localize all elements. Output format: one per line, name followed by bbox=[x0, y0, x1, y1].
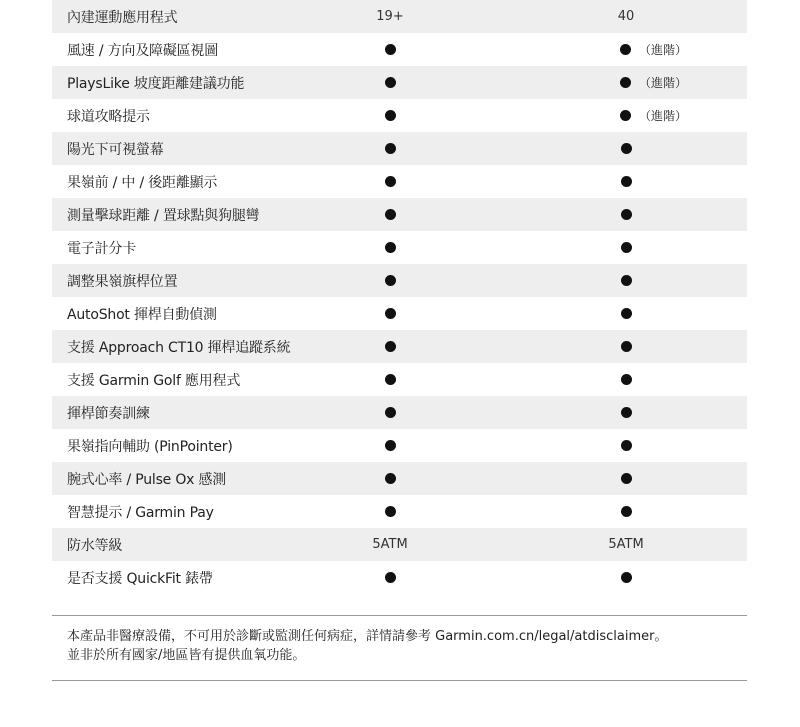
cell-model-1 bbox=[370, 297, 410, 330]
check-dot-icon bbox=[385, 341, 396, 352]
check-dot-icon bbox=[385, 275, 396, 286]
table-row bbox=[52, 396, 747, 429]
cell-model-1 bbox=[370, 33, 410, 66]
feature-label: 揮桿節奏訓練 bbox=[67, 405, 150, 422]
check-dot-icon bbox=[621, 209, 632, 220]
check-dot-icon bbox=[621, 143, 632, 154]
cell-model-2 bbox=[606, 66, 740, 99]
cell-model-1 bbox=[370, 363, 410, 396]
check-dot-icon bbox=[621, 341, 632, 352]
check-dot-icon bbox=[385, 473, 396, 484]
feature-label: 防水等級 bbox=[67, 537, 123, 554]
cell-value: 19+ bbox=[376, 9, 404, 24]
cell-model-2 bbox=[606, 231, 646, 264]
check-dot-icon bbox=[385, 374, 396, 385]
cell-model-1 bbox=[370, 528, 410, 561]
cell-model-2 bbox=[606, 462, 646, 495]
check-dot-icon bbox=[385, 440, 396, 451]
table-row bbox=[52, 33, 747, 66]
table-row bbox=[52, 495, 747, 528]
check-dot-icon bbox=[385, 572, 396, 583]
table-row bbox=[52, 66, 747, 99]
check-dot-icon bbox=[621, 506, 632, 517]
cell-model-2 bbox=[606, 132, 646, 165]
cell-model-2 bbox=[606, 99, 740, 132]
table-row bbox=[52, 231, 747, 264]
check-dot-icon bbox=[621, 275, 632, 286]
feature-label: 電子計分卡 bbox=[67, 240, 136, 257]
check-dot-icon bbox=[385, 308, 396, 319]
cell-model-2 bbox=[606, 297, 646, 330]
check-dot-icon bbox=[620, 77, 631, 88]
table-row bbox=[52, 264, 747, 297]
advanced-note: （進階） bbox=[639, 109, 688, 123]
feature-label: 腕式心率 / Pulse Ox 感測 bbox=[67, 471, 227, 488]
table-row bbox=[52, 0, 747, 33]
feature-comparison-table bbox=[52, 0, 747, 594]
cell-model-1 bbox=[370, 462, 410, 495]
table-row bbox=[52, 528, 747, 561]
check-dot-icon bbox=[385, 407, 396, 418]
cell-model-2 bbox=[606, 561, 646, 594]
check-dot-icon bbox=[385, 176, 396, 187]
table-row bbox=[52, 165, 747, 198]
cell-model-1 bbox=[370, 561, 410, 594]
feature-label: 球道攻略提示 bbox=[67, 108, 150, 125]
table-row bbox=[52, 330, 747, 363]
cell-model-1 bbox=[370, 198, 410, 231]
table-row bbox=[52, 363, 747, 396]
feature-label: 支援 Garmin Golf 應用程式 bbox=[67, 372, 241, 389]
cell-model-1 bbox=[370, 132, 410, 165]
cell-model-1 bbox=[370, 231, 410, 264]
check-dot-icon bbox=[621, 407, 632, 418]
cell-model-2 bbox=[606, 264, 646, 297]
cell-model-1 bbox=[370, 0, 410, 33]
cell-model-1 bbox=[370, 66, 410, 99]
divider-bottom bbox=[52, 680, 747, 681]
cell-model-2 bbox=[606, 495, 646, 528]
table-row bbox=[52, 297, 747, 330]
feature-label: 果嶺指向輔助 (PinPointer) bbox=[67, 438, 233, 455]
feature-label: 果嶺前 / 中 / 後距離顯示 bbox=[67, 174, 218, 191]
disclaimer-line-1: 本產品非醫療設備，不可用於診斷或監測任何病症，詳情請參考 Garmin.com.cn/legal/atdisclaimer。 bbox=[67, 629, 668, 644]
check-dot-icon bbox=[385, 242, 396, 253]
feature-label: 支援 Approach CT10 揮桿追蹤系統 bbox=[67, 339, 291, 356]
cell-value: 5ATM bbox=[608, 537, 644, 552]
check-dot-icon bbox=[621, 374, 632, 385]
cell-model-1 bbox=[370, 495, 410, 528]
cell-value: 5ATM bbox=[372, 537, 408, 552]
check-dot-icon bbox=[620, 44, 631, 55]
cell-model-2 bbox=[606, 198, 646, 231]
cell-model-1 bbox=[370, 396, 410, 429]
cell-model-2 bbox=[606, 528, 646, 561]
cell-model-1 bbox=[370, 165, 410, 198]
feature-label: 陽光下可視螢幕 bbox=[67, 141, 164, 158]
disclaimer bbox=[67, 627, 667, 665]
feature-label: 是否支援 QuickFit 錶帶 bbox=[67, 570, 213, 587]
divider-top bbox=[52, 615, 747, 616]
table-row bbox=[52, 99, 747, 132]
cell-model-2 bbox=[606, 330, 646, 363]
check-dot-icon bbox=[385, 110, 396, 121]
cell-model-2 bbox=[606, 0, 646, 33]
check-dot-icon bbox=[621, 308, 632, 319]
check-dot-icon bbox=[385, 77, 396, 88]
cell-model-2 bbox=[606, 363, 646, 396]
feature-label: AutoShot 揮桿自動偵測 bbox=[67, 306, 217, 323]
check-dot-icon bbox=[621, 440, 632, 451]
check-dot-icon bbox=[621, 242, 632, 253]
check-dot-icon bbox=[621, 572, 632, 583]
cell-model-2 bbox=[606, 396, 646, 429]
check-dot-icon bbox=[385, 506, 396, 517]
feature-label: 調整果嶺旗桿位置 bbox=[67, 273, 178, 290]
table-row bbox=[52, 429, 747, 462]
table-row bbox=[52, 462, 747, 495]
check-dot-icon bbox=[620, 110, 631, 121]
disclaimer-line-2: 並非於所有國家/地區皆有提供血氧功能。 bbox=[67, 648, 306, 663]
check-dot-icon bbox=[385, 44, 396, 55]
table-row bbox=[52, 561, 747, 594]
cell-value: 40 bbox=[617, 9, 635, 24]
cell-model-2 bbox=[606, 33, 740, 66]
cell-model-2 bbox=[606, 429, 646, 462]
feature-label: 測量擊球距離 / 置球點與狗腿彎 bbox=[67, 207, 260, 224]
feature-label: PlaysLike 坡度距離建議功能 bbox=[67, 75, 245, 92]
cell-model-1 bbox=[370, 264, 410, 297]
check-dot-icon bbox=[621, 176, 632, 187]
check-dot-icon bbox=[385, 209, 396, 220]
check-dot-icon bbox=[385, 143, 396, 154]
table-row bbox=[52, 198, 747, 231]
cell-model-1 bbox=[370, 99, 410, 132]
advanced-note: （進階） bbox=[639, 76, 688, 90]
cell-model-1 bbox=[370, 429, 410, 462]
feature-label: 風速 / 方向及障礙區視圖 bbox=[67, 42, 219, 59]
cell-model-1 bbox=[370, 330, 410, 363]
table-row bbox=[52, 132, 747, 165]
check-dot-icon bbox=[621, 473, 632, 484]
advanced-note: （進階） bbox=[639, 43, 688, 57]
cell-model-2 bbox=[606, 165, 646, 198]
feature-label: 內建運動應用程式 bbox=[67, 9, 178, 26]
feature-label: 智慧提示 / Garmin Pay bbox=[67, 504, 214, 521]
